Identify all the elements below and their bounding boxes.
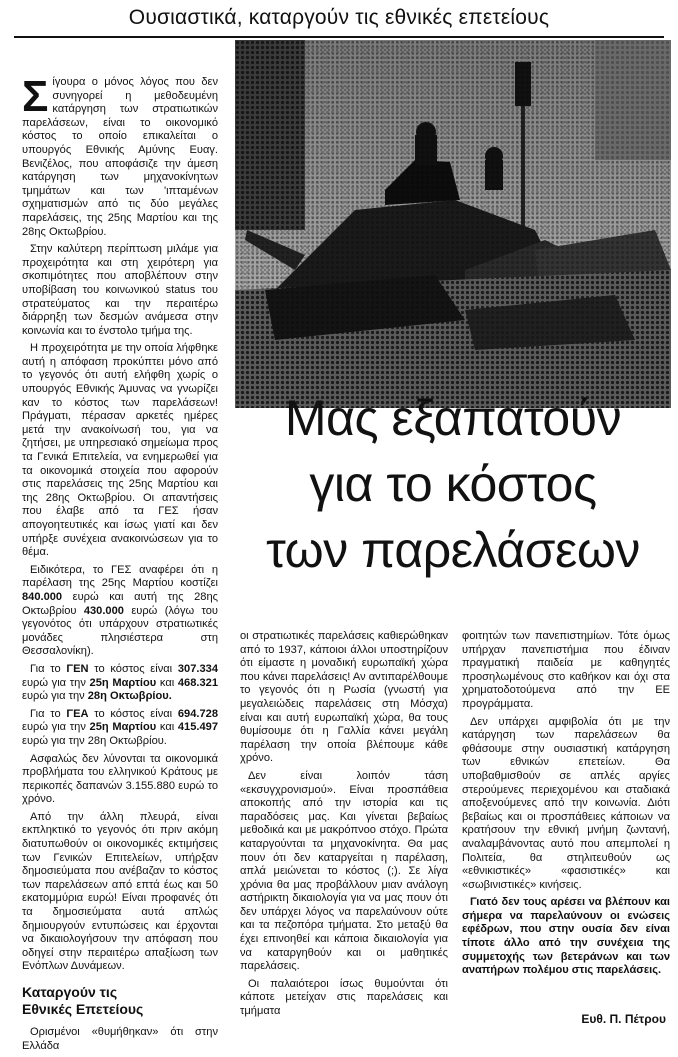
drop-cap: Σ [22, 72, 49, 121]
text: Ειδικότερα, το ΓΕΣ αναφέρει ότι η παρέλαση της 25ης Μαρτίου κοστίζει [22, 563, 218, 590]
paragraph: Οι παλαιότεροι ίσως θυμούνται ότι κάποτε μετείχαν στις παρελάσεις και τμήματα [240, 977, 448, 1018]
text: ΓΕΑ [66, 707, 89, 720]
text: Για το [30, 707, 67, 720]
parade-photo-image [235, 40, 671, 408]
paragraph: Δεν είναι λοιπόν τάση «εκσυγχρονισμού». Είναι προσπάθεια αποκοπής από την ιστορία και τις παραδόσεις μας. Και γίνεται βεβαίως μεθοδικά και με μακρόπνοο στόχο. Πρώτα καταργούνται τα μηχανοκίνητα. Θα μας πουν ότι δεν καταργείται η παρέλαση, απλά μειώνεται το κόστος (;). Σε λίγα χρόνια θα μας προβάλλουν μιαν ανάλογη αστήρικτη δικαιολογία για να μας πουν ότι δεν υπάρχει λόγος να παρελαύνουν ούτε και τα πεζοπόρα τμήματα. Στο μεταξύ θα έχει επινοηθεί και κάποια δικαιολογία για να καταργηθούν και οι μαθητικές παρελάσεις. [240, 769, 448, 973]
paragraph: Δεν υπάρχει αμφιβολία ότι με την κατάργηση των παρελάσεων θα φθάσουμε στην ουσιαστική κατάργηση των εθνικών επετείων. Θα υποβαθμισθούν σε απλές αργίες στερούμενες περιεχομένου και σταδιακά αποξενούμενες από την κοινωνία. Διότι βεβαίως και οι προσπάθειες κάποιων να κρατήσουν την εθνική μνήμη ζωντανή, αναλαμβάνοντας αυτό που απεμπολεί η Πολιτεία, θα στηλιτευθούν ως «εθνικιστικές» «φασιστικές» και «σωβινιστικές» κινήσεις. [462, 715, 670, 891]
text: το κόστος είναι [88, 707, 178, 720]
text: ευρώ (λόγω του γεγονότος ότι υπάρχουν στρατιωτικές μονάδες πλησιέστερα στη Θεσσαλονίκη). [22, 604, 218, 658]
paragraph-text: ίγουρα ο μόνος λόγος που δεν συνηγορεί η μεθοδευμένη κατάργηση των στρατιωτικών παρελάσεων, είναι το οικονομικό κόστος το οποίο επικαλείται ο υπουργός Εθνικής Αμύνης Ευαγ. Βενιζέλος, που αποφάσιζε την άμεση κατάργηση των μηχανοκίνητων τμημάτων και των 'ιπταμένων σχηματισμών από τις δύο μεγάλες παρελάσεις, της 25ης Μαρτίου και της 28ης Οκτωβρίου. [22, 76, 218, 238]
article-column-3 [462, 630, 670, 982]
amount: 468.321 [177, 676, 218, 689]
amount: 307.334 [177, 662, 218, 675]
text: και [156, 676, 178, 689]
parade-photo [235, 40, 671, 408]
amount: 430.000 [83, 604, 124, 617]
subheading [22, 984, 218, 1018]
text: ευρώ και αυτή της 28ης Οκτωβρίου [22, 590, 218, 617]
text: Για το [30, 662, 67, 675]
text: ευρώ για την [22, 721, 90, 734]
text: το κόστος είναι [88, 662, 178, 675]
subheading-line-1: Καταργούν τις [22, 984, 118, 1000]
text: και [156, 721, 178, 734]
paragraph-bold: Γιατό δεν τους αρέσει να βλέπουν και σήμερα να παρελαύνουν οι ενώσεις εφέδρων, που στην ουσία δεν είναι τίποτε άλλο από την συνέχεια της συμμετοχής των βετεράνων και των αναπήρων πολέμου στις παρελάσεις. [462, 896, 670, 977]
paragraph: Ασφαλώς δεν λύνονται τα οικονομικά προβλήματα του ελληνικού Κράτους με περικοπές δαπανών 3.155.880 ευρώ το χρόνο. [22, 752, 218, 806]
date: 25η Μαρτίου [89, 721, 157, 734]
text: ευρώ για την [22, 690, 88, 703]
headline-line-3: των παρελάσεων [266, 522, 640, 578]
paragraph: Ορισμένοι «θυμήθηκαν» ότι στην Ελλάδα [22, 1026, 218, 1052]
subheading-line-2: Εθνικές Επετείους [22, 1001, 144, 1017]
amount: 840.000 [22, 590, 63, 603]
headline [235, 385, 671, 583]
paragraph: Στην καλύτερη περίπτωση μιλάμε για προχειρότητα και στη χειρότερη για σκοπιμότητες που αποβλέπουν στην υποβίβαση του κοινωνικού status του στρατεύματος και την περαιτέρω διάρρηξη των δεσμών ανάμεσα στην κοινωνία και το ένστολο τμήμα της. [22, 243, 218, 337]
text: ευρώ για την [22, 676, 90, 689]
paragraph: Από την άλλη πλευρά, είναι εκπληκτικό το γεγονός ότι πριν ακόμη διατυπωθούν οι οικονομικές εκτιμήσεις των Γενικών Επιτελείων, υπήρξαν δημοσιεύματα που ανέβαζαν το κόστος των παρελάσεων από επτά έως και 50 εκατομμύρια ευρώ! Είναι προφανές ότι τα δημοσιεύματα αυτά απλώς δημιουργούν εντυπώσεις και έρχονται να δικαιολογήσουν την απόφαση που οδηγεί στην περαιτέρω απαξίωση των Ενόπλων Δυνάμεων. [22, 810, 218, 973]
byline: Ευθ. Π. Πέτρου [581, 1012, 666, 1026]
paragraph [22, 708, 218, 749]
paragraph [22, 72, 218, 239]
kicker: Ουσιαστικά, καταργούν τις εθνικές επετείους [0, 6, 678, 38]
amount: 694.728 [177, 707, 218, 720]
headline-line-2: για το κόστος [309, 456, 597, 512]
paragraph: φοιτητών των πανεπιστημίων. Τότε όμως υπήρχαν πανεπιστήμια που έδιναν πραγματική παιδεία με καθηγητές προσηλωμένους στο καθήκον και όχι στα χρηματοδοτούμενα από την ΕΕ προγράμματα. [462, 630, 670, 710]
amount: 415.497 [177, 721, 218, 734]
paragraph [22, 564, 218, 659]
date: 28η Οκτωβρίου. [87, 690, 172, 703]
article-column-1 [22, 72, 218, 1057]
paragraph: οι στρατιωτικές παρελάσεις καθιερώθηκαν από το 1937, κάποιοι άλλοι υποστηρίζουν ότι είμαστε η μοναδική ευρωπαϊκή χώρα που κάνει παρελάσεις! Αν αντιπαρέλθουμε το γεγονός ότι η Ρωσία (γνωστή για μεγαλειώδεις παρελάσεις στη Μόσχα) είναι και αυτή ευρωπαϊκή χώρα, θα τους θυμίσουμε ότι η Γαλλία κάνει μεγάλη παρέλαση την οποία βλέπουμε κάθε χρόνο. [240, 630, 448, 765]
paragraph: Η προχειρότητα με την οποία λήφθηκε αυτή η απόφαση προκύπτει μόνο από το γεγονός ότι αυτή ελήφθη χωρίς ο υπουργός Εθνικής Άμυνας να γνωρίζει καν το κόστος των παρελάσεων! Πράγματι, πέρασαν αρκετές ημέρες μετά την ανακοίνωσή του, για να ζητήσει, με υπηρεσιακό σημείωμα προς τα Γενικά Επιτελεία, να ενημερωθεί για τα οικονομικά στοιχεία που αφορούν στις παρελάσεις της 25ης Μαρτίου και της 28ης Οκτωβρίου. Οι απαντήσεις που έλαβε από τα ΓΕΣ ήσαν απογοητευτικές και ίσως γιατί και δεν υπήρξε συνέχεια ανακοινώσεων για το θέμα. [22, 342, 218, 559]
article-column-2 [240, 630, 448, 1023]
paragraph [22, 663, 218, 704]
date: 25η Μαρτίου [89, 676, 157, 689]
text: ευρώ για την 28η Οκτωβρίου. [22, 734, 167, 747]
text: ΓΕΝ [66, 662, 89, 675]
headline-line-1: Μας εξαπατούν [284, 390, 622, 446]
